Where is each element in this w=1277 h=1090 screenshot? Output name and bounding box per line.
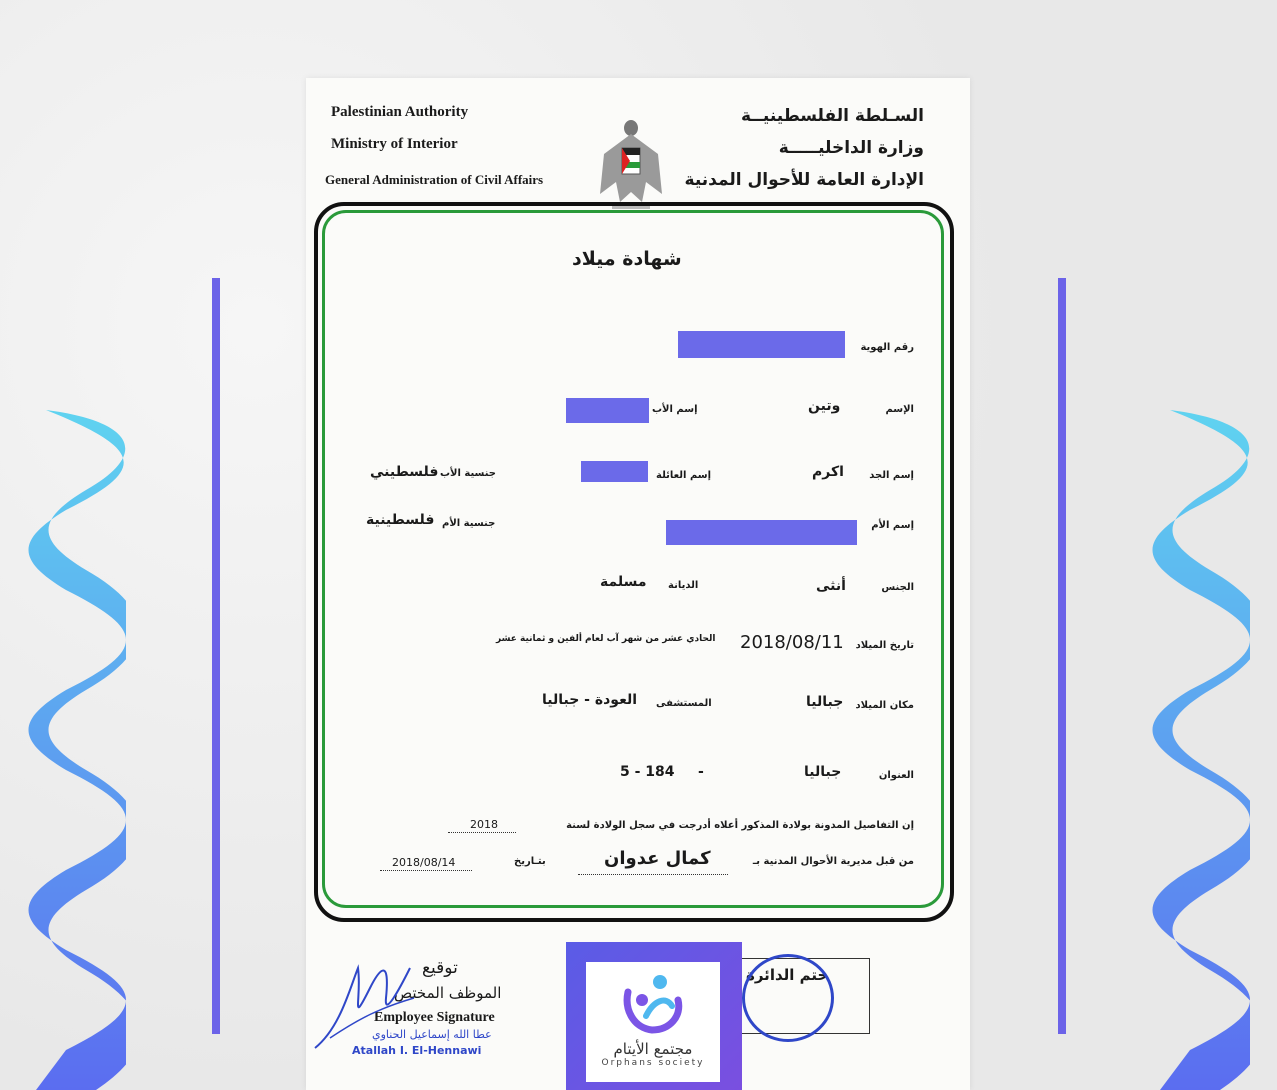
header-en-authority: Palestinian Authority [331,104,469,120]
birth-date-words: الحادي عشر من شهر آب لعام ألفين و ثمانية عشر [496,634,716,644]
name-value: وتين [808,398,841,414]
directorate-text: من قبل مديرية الأحوال المدنية بـ [752,856,914,867]
father-nationality-label: جنسية الأب [440,468,497,479]
address-dash: - [698,764,704,780]
employee-label-ar: الموظف المختص [394,984,502,1002]
birth-place-label: مكان الميلاد [855,700,914,711]
official-name: كمال عدوان [604,848,711,869]
hospital-label: المستشفى [656,698,712,709]
header-en-ministry: Ministry of Interior [331,136,458,152]
handwritten-signature [310,948,420,1058]
family-name-label: إسم العائلة [656,470,712,481]
gender-label: الجنس [881,582,914,593]
header-ar-authority: السـلطة الفلسطينيــة [740,106,924,126]
signature-label-ar: توقيع [422,958,458,978]
registry-year-line [448,832,516,833]
birth-place-value: جباليا [806,694,844,710]
inner-green-frame [322,210,944,908]
header-en-admin: General Administration of Civil Affairs [325,172,544,187]
orphans-society-logo [586,962,720,1082]
orphans-society-logo-icon [620,970,686,1034]
employee-signature-label-en: Employee Signature [374,1010,495,1025]
issue-date-line [380,870,472,871]
mother-name-label: إسم الأم [871,520,914,531]
header-ar-ministry: وزارة الداخليـــــة [778,138,924,158]
name-label: الإسم [885,404,914,415]
issue-date-value: 2018/08/14 [392,856,456,869]
hospital-value: العودة - جباليا [542,692,638,708]
address-number: 5 - 184 [620,764,675,780]
registry-year: 2018 [470,818,498,831]
religion-value: مسلمة [600,574,647,590]
grandfather-value: اكرم [812,464,844,480]
official-name-line [578,874,728,875]
stamp-label: ختم الدائرة [746,966,829,984]
birth-date-value: 2018/08/11 [740,632,844,653]
left-wave-decoration [26,410,126,1090]
issue-date-label: بتـاريخ [514,856,546,867]
father-name-label: إسم الأب [652,404,698,415]
id-redaction [678,331,845,358]
header-ar-admin: الإدارة العامة للأحوال المدنية [684,170,924,190]
registry-text: إن التفاصيل المدونة بولادة المذكور أعلاه أدرجت في سجل الولادة لسنة [566,820,914,831]
grandfather-label: إسم الجد [869,470,914,481]
mother-nationality-value: فلسطينية [366,512,435,528]
right-wave-decoration [1150,410,1250,1090]
family-name-redaction [581,461,648,482]
logo-arabic-name: مجتمع الأيتام [613,1040,693,1058]
eagle-emblem-icon [598,114,664,212]
address-label: العنوان [878,770,914,781]
father-nationality-value: فلسطيني [370,464,439,480]
mother-nationality-label: جنسية الأم [442,518,496,529]
religion-label: الديانة [668,580,699,591]
gender-value: أنثى [816,578,846,594]
employee-name-ar: عطا الله إسماعيل الحناوي [372,1028,492,1041]
certificate-title: شهادة ميلاد [572,248,682,270]
logo-english-name: Orphans society [601,1058,705,1068]
father-name-redaction [566,398,649,423]
id-label: رقم الهوية [860,342,914,353]
mother-name-redaction [666,520,857,545]
birth-certificate-document [306,78,970,1090]
right-accent-line [1058,278,1066,1034]
official-stamp-icon [742,954,834,1042]
employee-name-en: Atallah I. El-Hennawi [352,1044,482,1057]
address-city: جباليا [804,764,842,780]
birth-date-label: تاريخ الميلاد [855,640,914,651]
left-accent-line [212,278,220,1034]
